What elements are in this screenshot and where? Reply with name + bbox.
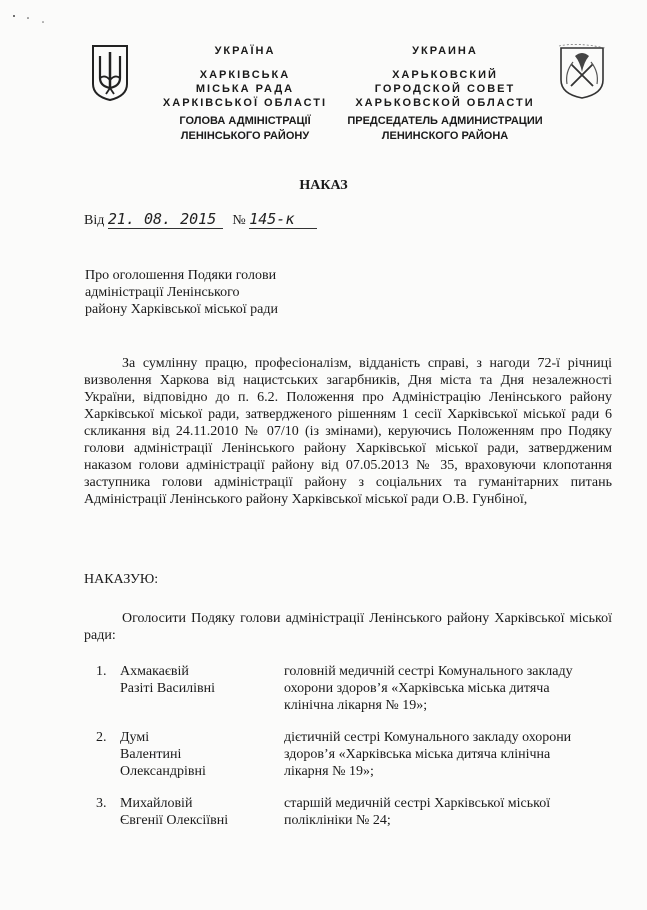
item-number: 1.	[96, 664, 107, 679]
council-line: ХАРЬКОВСКОЙ ОБЛАСТИ	[355, 97, 535, 109]
position-line: старшій медичній сестрі Харківської міської	[284, 796, 551, 811]
council-line: ХАРКІВСЬКОЇ ОБЛАСТІ	[162, 97, 328, 109]
date-label: Від	[84, 213, 105, 228]
header-left-office	[150, 114, 340, 144]
order-subject	[85, 267, 345, 318]
position-line: дієтичній сестрі Комунального закладу охорони	[284, 730, 572, 745]
awardees-list	[96, 663, 616, 829]
council-line: ХАРЬКОВСКИЙ	[392, 69, 498, 81]
document-title: НАКАЗ	[299, 178, 348, 193]
item-number: 2.	[96, 730, 107, 745]
position-line: поліклініки № 24;	[284, 813, 391, 828]
name-line: Валентині	[120, 747, 182, 762]
name-line: Разіті Василівні	[120, 681, 216, 696]
scan-speckles	[10, 8, 50, 28]
date-value: 21. 08. 2015	[108, 210, 223, 229]
list-item	[96, 663, 616, 714]
intro-paragraph: Оголосити Подяку голови адміністрації Ленінського району Харківської міської ради:	[84, 611, 612, 643]
awardee-name	[120, 729, 284, 780]
name-line: Михайловій	[120, 796, 193, 811]
awardee-position	[284, 663, 614, 714]
kharkiv-emblem-icon	[557, 42, 607, 100]
name-line: Олександрівні	[120, 764, 206, 779]
council-line: ХАРКІВСЬКА	[199, 69, 291, 81]
subject-line: Про оголошення Подяки голови	[85, 268, 277, 283]
awardee-position	[284, 795, 614, 829]
name-line: Ахмакаєвій	[120, 664, 189, 679]
office-line: ПРЕДСЕДАТЕЛЬ АДМИНИСТРАЦИИ	[347, 115, 543, 127]
list-item	[96, 729, 616, 780]
date-number-line	[84, 210, 317, 229]
office-line: ЛЕНІНСЬКОГО РАЙОНУ	[180, 130, 310, 142]
subject-line: адміністрації Ленінського	[85, 285, 240, 300]
header-right-country: УКРАИНА	[412, 45, 478, 57]
name-line: Думі	[120, 730, 150, 745]
council-line: МІСЬКА РАДА	[195, 83, 295, 95]
order-word: НАКАЗУЮ:	[84, 572, 159, 587]
item-number: 3.	[96, 796, 107, 811]
awardee-position	[284, 729, 614, 780]
header-right-council	[345, 68, 545, 110]
council-line: ГОРОДСКОЙ СОВЕТ	[374, 83, 516, 95]
position-line: клінічна лікарня № 19»;	[284, 698, 428, 713]
office-line: ГОЛОВА АДМІНІСТРАЦІЇ	[179, 115, 311, 127]
trident-coat-of-arms-icon	[90, 44, 130, 102]
position-line: охорони здоров’я «Харківська міська дитяча	[284, 681, 550, 696]
awardee-name	[120, 663, 284, 714]
list-item	[96, 795, 616, 829]
header-left-council	[150, 68, 340, 110]
awardee-name	[120, 795, 284, 829]
header-left-country: УКРАЇНА	[214, 45, 276, 57]
office-line: ЛЕНИНСКОГО РАЙОНА	[381, 130, 509, 142]
subject-line: району Харківської міської ради	[85, 302, 278, 317]
position-line: лікарня № 19»;	[284, 764, 374, 779]
preamble-paragraph: За сумлінну працю, професіоналізм, відданість справі, з нагоди 72-ї річниці визволення Харкова від нацистських загарбників, Дня міста та Дня незалежності України, відповідно до п. 6.2. Положення про Адміністрацію Ленінського району Харківської міської ради, затвердженого рішенням 1 сесії Харківської міської ради 6 скликання від 24.11.2010 № 07/10 (із змінами), керуючись Положенням про Подяку голови адміністрації Ленінського району Харківської міської ради, затвердженим наказом голови адміністрації району від 07.05.2013 № 35, враховуючи клопотання заступника голови адміністрації району з соціальних та гуманітарних питань Адміністрації Ленінського району Харківської міської ради О.В. Гунбіної,	[84, 356, 612, 507]
name-line: Євгенії Олексіївні	[120, 813, 229, 828]
header-right-office	[335, 114, 555, 144]
number-value: 145-к	[249, 210, 317, 229]
number-label: №	[232, 213, 246, 228]
position-line: головній медичній сестрі Комунального закладу	[284, 664, 573, 679]
position-line: здоров’я «Харківська міська дитяча клінічна	[284, 747, 551, 762]
